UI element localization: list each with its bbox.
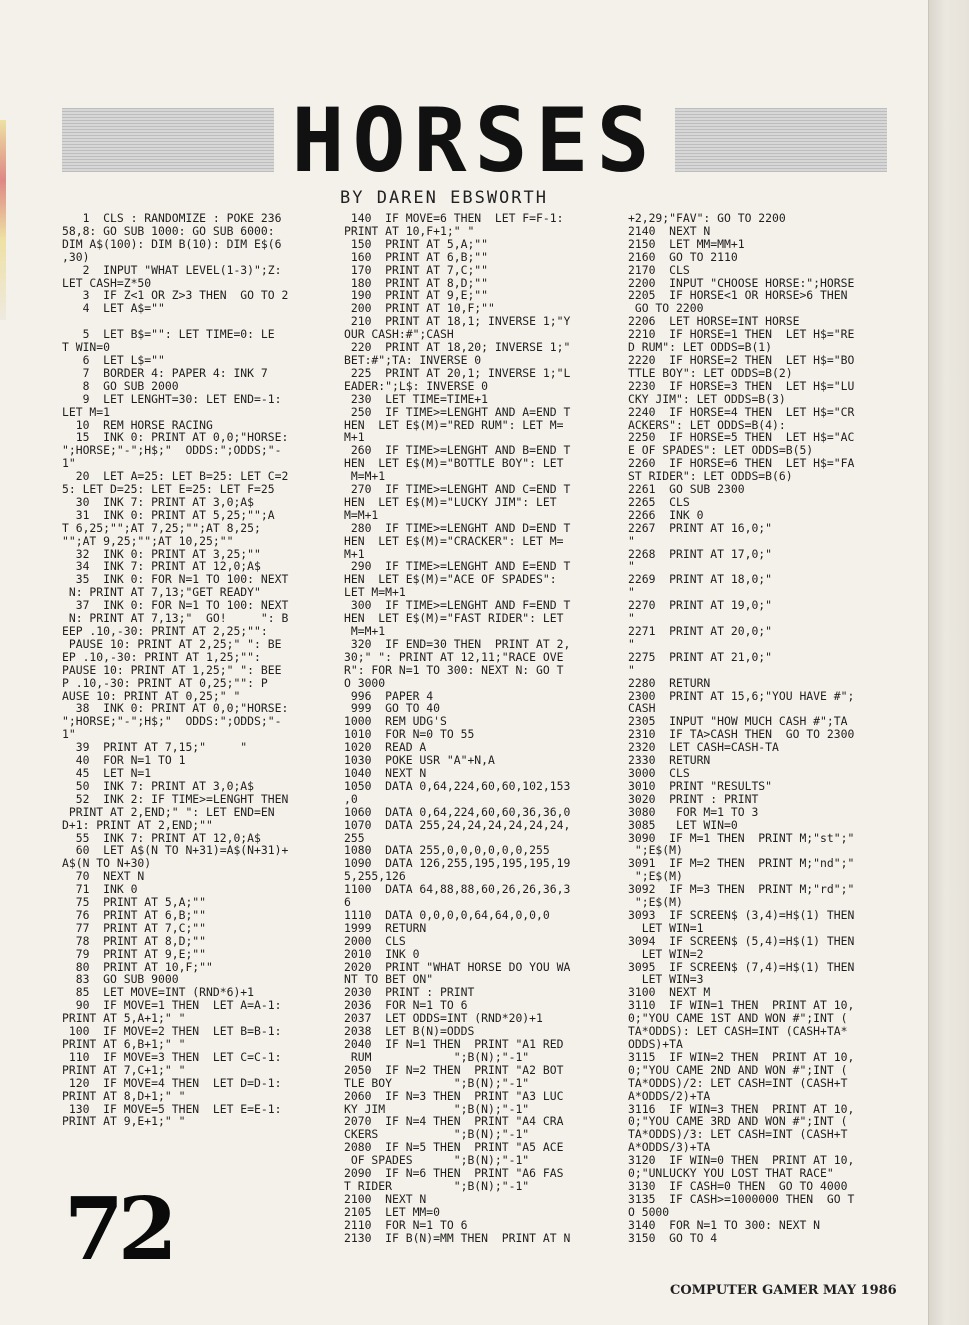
magazine-footer: COMPUTER GAMER MAY 1986 [670,1283,897,1298]
article-title [62,89,887,192]
article-title-text: HORSES [274,89,676,192]
byline: BY DAREN EBSWORTH [340,188,548,208]
listing-column-2: 140 IF MOVE=6 THEN LET F=F-1: PRINT AT 10,F+1;" " 150 PRINT AT 5,A;"" 160 PRINT AT 6,B;"" 170 PRINT AT 7,C;"" 180 PRINT AT 8,D;"" 190 PRINT AT 9,E;"" 200 PRINT AT 10,F;"" 210 PRINT AT 18,1; INVERSE 1;"Y OUR CASH:#";CASH 220 PRINT AT 18,20; INVERSE 1;" BET:#";TA: INVERSE 0 225 PRINT AT 20,1; INVERSE 1;"L EADER:";L$: INVERSE 0 230 LET TIME=TIME+1 250 IF TIME>=LENGHT AND A=END T HEN LET E$(M)="RED RUM": LET M= M+1 260 IF TIME>=LENGHT AND B=END T HEN LET E$(M)="BOTTLE BOY": LET M=M+1 270 IF TIME>=LENGHT AND C=END T HEN LET E$(M)="LUCKY JIM": LET M=M+1 280 IF TIME>=LENGHT AND D=END T HEN LET E$(M)="CRACKER": LET M= M+1 290 IF TIME>=LENGHT AND E=END T HEN LET E$(M)="ACE OF SPADES": LET M=M+1 300 IF TIME>=LENGHT AND F=END T HEN LET E$(M)="FAST RIDER": LET M=M+1 320 IF END=30 THEN PRINT AT 2, 30;" ": PRINT AT 12,11;"RACE OVE R": FOR N=1 TO 300: NEXT N: GO T O 3000 996 PAPER 4 999 GO TO 40 1000 REM UDG'S 1010 FOR N=0 TO 55 1020 READ A 1030 POKE USR "A"+N,A 1040 NEXT N 1050 DATA 0,64,224,60,60,102,153 ,0 1060 DATA 0,64,224,60,60,36,36,0 1070 DATA 255,24,24,24,24,24,24, 255 1080 DATA 255,0,0,0,0,0,0,255 1090 DATA 126,255,195,195,195,19 5,255,126 1100 DATA 64,88,88,60,26,26,36,3 6 1110 DATA 0,0,0,0,64,64,0,0,0 1999 RETURN 2000 CLS 2010 INK 0 2020 PRINT "WHAT HORSE DO YOU WA NT TO BET ON" 2030 PRINT : PRINT 2036 FOR N=1 TO 6 2037 LET ODDS=INT (RND*20)+1 2038 LET B(N)=ODDS 2040 IF N=1 THEN PRINT "A1 RED RUM ";B(N);"-1" 2050 IF N=2 THEN PRINT "A2 BOT TLE BOY ";B(N);"-1" 2060 IF N=3 THEN PRINT "A3 LUC KY JIM ";B(N);"-1" 2070 IF N=4 THEN PRINT "A4 CRA CKERS ";B(N);"-1" 2080 IF N=5 THEN PRINT "A5 ACE OF SPADES ";B(N);"-1" 2090 IF N=6 THEN PRINT "A6 FAS T RIDER ";B(N);"-1" 2100 NEXT N 2105 LET MM=0 2110 FOR N=1 TO 6 2130 IF B(N)=MM THEN PRINT AT N [344,211,571,1245]
listing-column-3: +2,29;"FAV": GO TO 2200 2140 NEXT N 2150 LET MM=MM+1 2160 GO TO 2110 2170 CLS 2200 INPUT "CHOOSE HORSE:";HORSE 2205 IF HORSE<1 OR HORSE>6 THEN GO TO 2200 2206 LET HORSE=INT HORSE 2210 IF HORSE=1 THEN LET H$="RE D RUM": LET ODDS=B(1) 2220 IF HORSE=2 THEN LET H$="BO TTLE BOY": LET ODDS=B(2) 2230 IF HORSE=3 THEN LET H$="LU CKY JIM": LET ODDS=B(3) 2240 IF HORSE=4 THEN LET H$="CR ACKERS": LET ODDS=B(4): 2250 IF HORSE=5 THEN LET H$="AC E OF SPADES": LET ODDS=B(5) 2260 IF HORSE=6 THEN LET H$="FA ST RIDER": LET ODDS=B(6) 2261 GO SUB 2300 2265 CLS 2266 INK 0 2267 PRINT AT 16,0;" " 2268 PRINT AT 17,0;" " 2269 PRINT AT 18,0;" " 2270 PRINT AT 19,0;" " 2271 PRINT AT 20,0;" " 2275 PRINT AT 21,0;" " 2280 RETURN 2300 PRINT AT 15,6;"YOU HAVE #"; CASH 2305 INPUT "HOW MUCH CASH #";TA 2310 IF TA>CASH THEN GO TO 2300 2320 LET CASH=CASH-TA 2330 RETURN 3000 CLS 3010 PRINT "RESULTS" 3020 PRINT : PRINT 3080 FOR M=1 TO 3 3085 LET WIN=0 3090 IF M=1 THEN PRINT M;"st";" ";E$(M) 3091 IF M=2 THEN PRINT M;"nd";" ";E$(M) 3092 IF M=3 THEN PRINT M;"rd";" ";E$(M) 3093 IF SCREEN$ (3,4)=H$(1) THEN LET WIN=1 3094 IF SCREEN$ (5,4)=H$(1) THEN LET WIN=2 3095 IF SCREEN$ (7,4)=H$(1) THEN LET WIN=3 3100 NEXT M 3110 IF WIN=1 THEN PRINT AT 10, 0;"YOU CAME 1ST AND WON #";INT ( TA*ODDS): LET CASH=INT (CASH+TA* ODDS)+TA 3115 IF WIN=2 THEN PRINT AT 10, 0;"YOU CAME 2ND AND WON #";INT ( TA*ODDS)/2: LET CASH=INT (CASH+T A*ODDS/2)+TA 3116 IF WIN=3 THEN PRINT AT 10, 0;"YOU CAME 3RD AND WON #";INT ( TA*ODDS)/3: LET CASH=INT (CASH+T A*ODDS/3)+TA 3120 IF WIN=0 THEN PRINT AT 10, 0;"UNLUCKY YOU LOST THAT RACE" 3130 IF CASH=0 THEN GO TO 4000 3135 IF CASH>=1000000 THEN GO T O 5000 3140 FOR N=1 TO 300: NEXT N 3150 GO TO 4 [628,211,855,1245]
page-edge-decoration [0,120,6,320]
title-banner [62,89,887,192]
adjacent-page-strip [928,0,969,1325]
listing-column-1: 1 CLS : RANDOMIZE : POKE 236 58,8: GO SUB 1000: GO SUB 6000: DIM A$(100): DIM B(10): DIM E$(6 ,30) 2 INPUT "WHAT LEVEL(1-3)";Z: LET CASH=Z*50 3 IF Z<1 OR Z>3 THEN GO TO 2 4 LET A$="" 5 LET B$="": LET TIME=0: LE T WIN=0 6 LET L$="" 7 BORDER 4: PAPER 4: INK 7 8 GO SUB 2000 9 LET LENGHT=30: LET END=-1: LET M=1 10 REM HORSE RACING 15 INK 0: PRINT AT 0,0;"HORSE: ";HORSE;"-";H$;" ODDS:";ODDS;"- 1" 20 LET A=25: LET B=25: LET C=2 5: LET D=25: LET E=25: LET F=25 30 INK 7: PRINT AT 3,0;A$ 31 INK 0: PRINT AT 5,25;"";A T 6,25;"";AT 7,25;"";AT 8,25; "";AT 9,25;"";AT 10,25;"" 32 INK 0: PRINT AT 3,25;"" 34 INK 7: PRINT AT 12,0;A$ 35 INK 0: FOR N=1 TO 100: NEXT N: PRINT AT 7,13;"GET READY" 37 INK 0: FOR N=1 TO 100: NEXT N: PRINT AT 7,13;" GO! ": B EEP .10,-30: PRINT AT 2,25;"": PAUSE 10: PRINT AT 2,25;" ": BE EP .10,-30: PRINT AT 1,25;"": PAUSE 10: PRINT AT 1,25;" ": BEE P .10,-30: PRINT AT 0,25;"": P AUSE 10: PRINT AT 0,25;" " 38 INK 0: PRINT AT 0,0;"HORSE: ";HORSE;"-";H$;" ODDS:";ODDS;"- 1" 39 PRINT AT 7,15;" " 40 FOR N=1 TO 1 45 LET N=1 50 INK 7: PRINT AT 3,0;A$ 52 INK 2: IF TIME>=LENGHT THEN PRINT AT 2,END;" ": LET END=EN D+1: PRINT AT 2,END;"" 55 INK 7: PRINT AT 12,0;A$ 60 LET A$(N TO N+31)=A$(N+31)+ A$(N TO N+30) 70 NEXT N 71 INK 0 75 PRINT AT 5,A;"" 76 PRINT AT 6,B;"" 77 PRINT AT 7,C;"" 78 PRINT AT 8,D;"" 79 PRINT AT 9,E;"" 80 PRINT AT 10,F;"" 83 GO SUB 9000 85 LET MOVE=INT (RND*6)+1 90 IF MOVE=1 THEN LET A=A-1: PRINT AT 5,A+1;" " 100 IF MOVE=2 THEN LET B=B-1: PRINT AT 6,B+1;" " 110 IF MOVE=3 THEN LET C=C-1: PRINT AT 7,C+1;" " 120 IF MOVE=4 THEN LET D=D-1: PRINT AT 8,D+1;" " 130 IF MOVE=5 THEN LET E=E-1: PRINT AT 9,E+1;" " [62,211,289,1129]
page-number: 72 [64,1179,172,1280]
